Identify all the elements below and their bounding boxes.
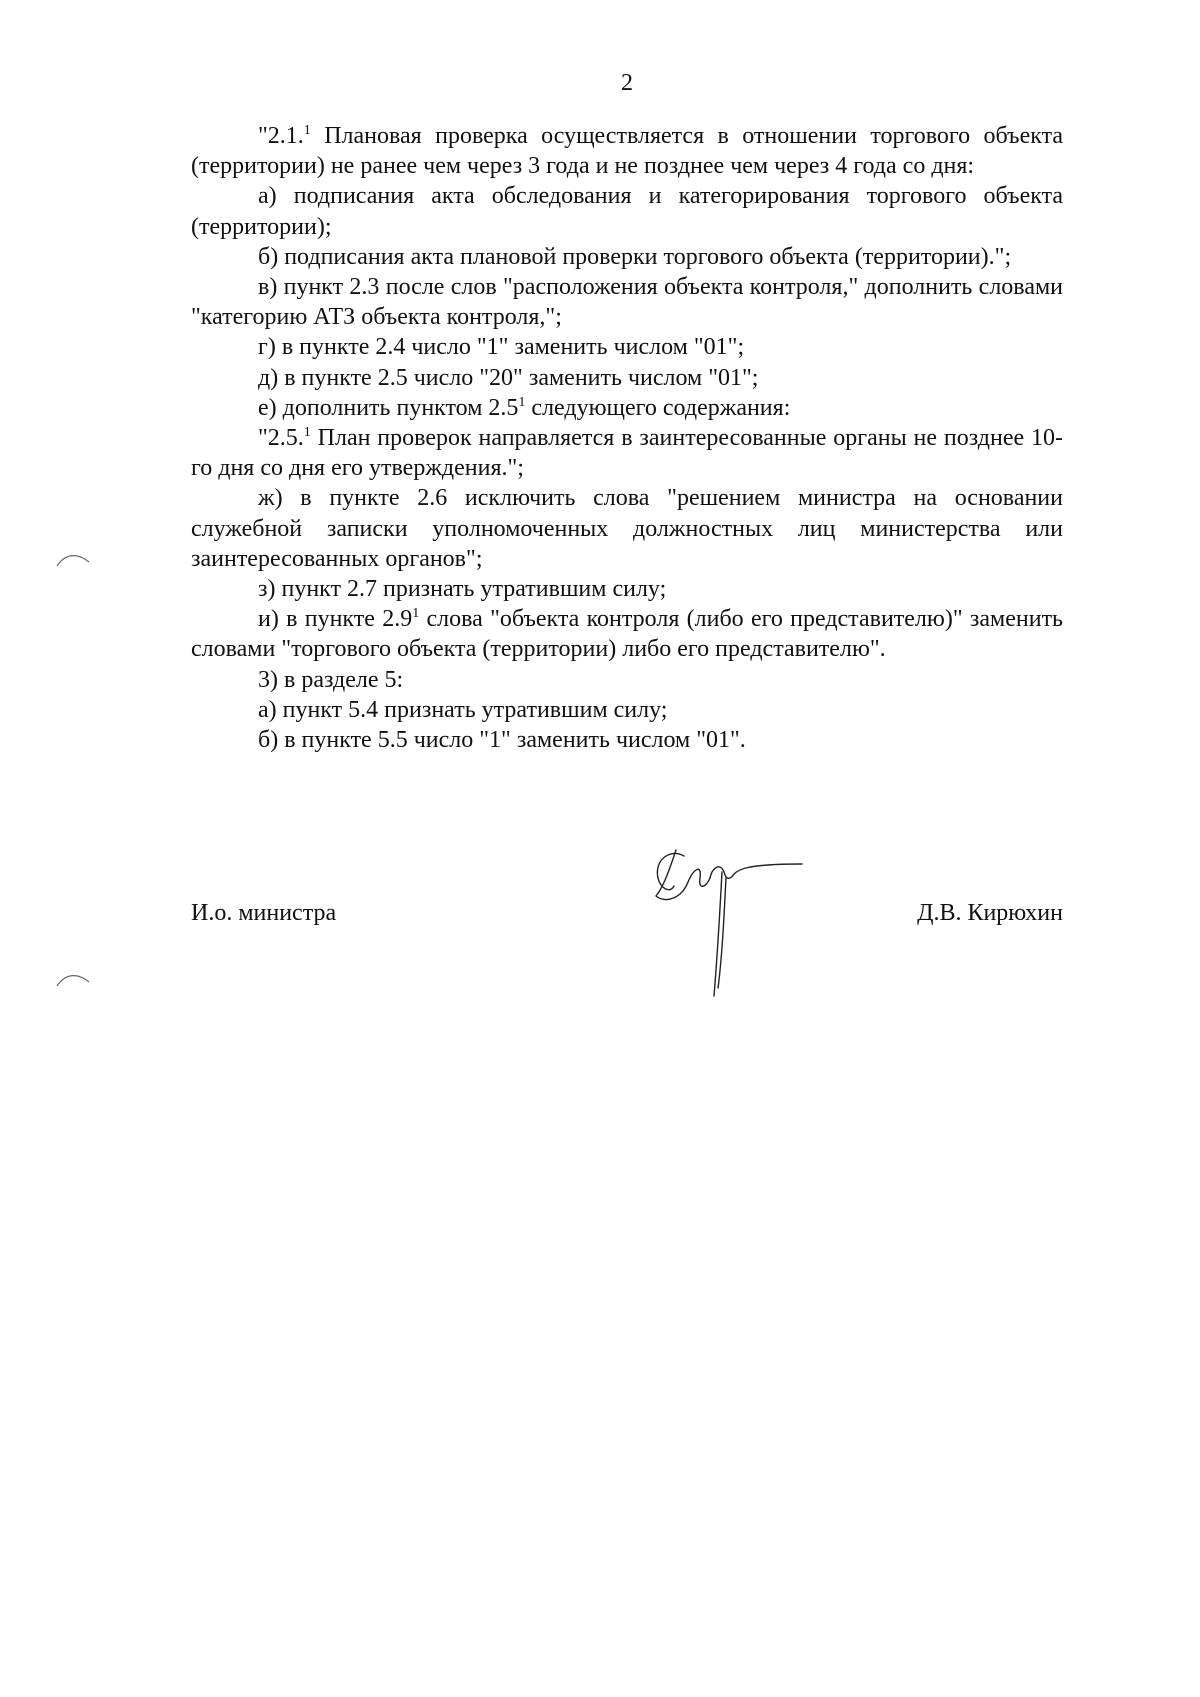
scan-mark <box>55 970 95 990</box>
paragraph: ж) в пункте 2.6 исключить слова "решением министра на основании служебной записки уполномоченных должностных лиц министерства или заинтересованных органов"; <box>191 485 1063 572</box>
paragraph: в) пункт 2.3 после слов "расположения объекта контроля," дополнить словами "категорию АТЗ объекта контроля,"; <box>191 274 1063 331</box>
paragraph: д) в пункте 2.5 число "20" заменить числом "01"; <box>258 364 759 391</box>
paragraph: а) пункт 5.4 признать утратившим силу; <box>258 696 668 723</box>
paragraph: "2.1.$^1$ Плановая проверка осуществляется в отношении торгового объекта (территории) не ранее чем через 3 года и не позднее чем через 4 года со дня: <box>191 123 1063 180</box>
paragraph: а) подписания акта обследования и категорирования торгового объекта (территории); <box>191 183 1063 240</box>
scan-mark <box>55 550 95 570</box>
paragraph: и) в пункте $2.9^1$ слова "объекта контроля (либо его представителю)" заменить словами "торгового объекта (территории) либо его представителю". <box>191 606 1063 663</box>
paragraph: б) подписания акта плановой проверки торгового объекта (территории)."; <box>258 243 1012 270</box>
handwritten-signature <box>640 838 810 1003</box>
document-body <box>191 121 1063 755</box>
paragraph: "2.5.$^1$ План проверок направляется в заинтересованные органы не позднее 10-го дня со дня его утверждения."; <box>191 425 1063 482</box>
paragraph: б) в пункте 5.5 число "1" заменить числом "01". <box>258 727 746 754</box>
paragraph: з) пункт 2.7 признать утратившим силу; <box>258 576 667 603</box>
signatory-name: Д.В. Кирюхин <box>917 900 1063 926</box>
signatory-title: И.о. министра <box>191 900 337 926</box>
paragraph: е) дополнить пунктом $2.5^1$ следующего содержания: <box>258 394 791 421</box>
page-number: 2 <box>621 70 633 96</box>
paragraph: г) в пункте 2.4 число "1" заменить числом "01"; <box>258 334 745 361</box>
paragraph: 3) в разделе 5: <box>258 666 404 693</box>
